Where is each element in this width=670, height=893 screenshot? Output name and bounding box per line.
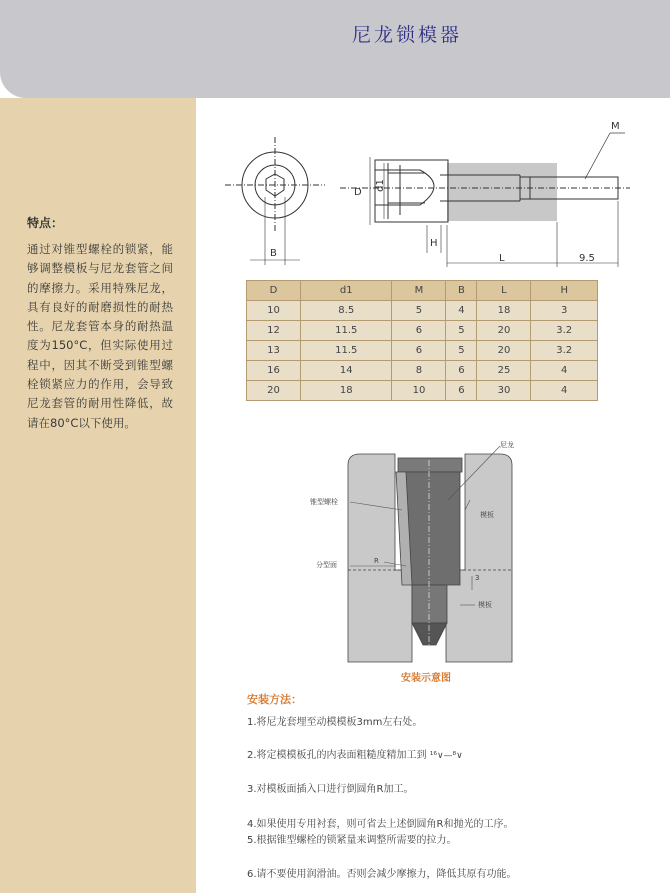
table-row: [247, 381, 598, 401]
install-step-1: 1.将尼龙套埋至动模模板3mm左右处。: [247, 717, 423, 728]
installation-diagram: [340, 440, 520, 665]
table-cell: 3.2: [531, 341, 598, 361]
table-header-cell: D: [247, 281, 301, 301]
table-cell: 5: [446, 341, 477, 361]
table-header-cell: H: [531, 281, 598, 301]
roughness-symbol: ¹⁶∨—⁸∨: [429, 751, 463, 761]
dim-label-b: B: [270, 248, 277, 259]
table-row: [247, 341, 598, 361]
label-parting-surface: 分型面: [316, 561, 337, 569]
dim-label-d1: d1: [374, 179, 386, 192]
table-cell: 11.5: [301, 341, 392, 361]
table-cell: 4: [531, 381, 598, 401]
label-plate-lower: 模板: [478, 601, 492, 609]
diagram-caption: 安装示意图: [401, 673, 451, 684]
table-cell: 5: [446, 321, 477, 341]
table-row: [247, 301, 598, 321]
table-cell: 20: [477, 341, 531, 361]
table-cell: 25: [477, 361, 531, 381]
table-header-row: [247, 281, 598, 301]
dim-label-m: M: [611, 121, 620, 132]
table-cell: 5: [392, 301, 446, 321]
table-cell: 6: [446, 381, 477, 401]
table-cell: 16: [247, 361, 301, 381]
table-row: [247, 321, 598, 341]
features-text: 通过对锥型螺栓的锁紧，能够调整模板与尼龙套管之间的摩擦力。采用特殊尼龙，具有良好的耐磨损性的耐热性。尼龙套管本身的耐热温度为150°C，但实际使用过程中，因其不断受到锥型螺栓锁紧应力的作用，会导致尼龙套管的耐用性降低，故请在80°C以下使用。: [27, 242, 173, 430]
dim-label-l: L: [499, 253, 505, 264]
page-header: [0, 0, 670, 98]
table-cell: 8: [392, 361, 446, 381]
install-step-5: 5.根据锥型螺栓的锁紧量来调整所需要的拉力。: [247, 835, 457, 846]
table-cell: 3: [531, 301, 598, 321]
table-cell: 3.2: [531, 321, 598, 341]
install-step-6: 6.请不要使用润滑油。否则会减少摩擦力，降低其原有功能。: [247, 869, 517, 880]
table-cell: 11.5: [301, 321, 392, 341]
table-cell: 4: [446, 301, 477, 321]
table-header-cell: L: [477, 281, 531, 301]
page-title: 尼龙锁模器: [352, 24, 463, 46]
dim-label-h: H: [430, 238, 438, 249]
install-step-2: [247, 746, 463, 761]
table-cell: 6: [392, 321, 446, 341]
table-header-cell: M: [392, 281, 446, 301]
bolt-technical-drawing: [220, 115, 640, 275]
table-cell: 20: [247, 381, 301, 401]
dim-label-9-5: 9.5: [579, 253, 595, 264]
dim-label-d: D: [354, 187, 362, 198]
table-cell: 14: [301, 361, 392, 381]
label-radius: R: [374, 557, 379, 565]
table-header-cell: d1: [301, 281, 392, 301]
table-header-cell: B: [446, 281, 477, 301]
table-cell: 12: [247, 321, 301, 341]
table-cell: 18: [301, 381, 392, 401]
table-cell: 8.5: [301, 301, 392, 321]
spec-table: [246, 280, 598, 401]
install-step-4: 4.如果使用专用衬套，则可省去上述倒圆角R和抛光的工序。: [247, 819, 514, 830]
label-taper-bolt: 锥型螺栓: [310, 498, 338, 506]
table-cell: 6: [446, 361, 477, 381]
table-cell: 30: [477, 381, 531, 401]
label-plate-upper: 模板: [480, 511, 494, 519]
install-step-3: 3.对模板面插入口进行倒圆角R加工。: [247, 784, 414, 795]
features-heading: 特点：: [27, 216, 64, 230]
install-step-2-text: 2.将定模模板孔的内表面粗糙度精加工到: [247, 750, 427, 761]
table-cell: 6: [392, 341, 446, 361]
table-cell: 13: [247, 341, 301, 361]
table-cell: 18: [477, 301, 531, 321]
label-depth-3: 3: [475, 574, 480, 582]
table-cell: 20: [477, 321, 531, 341]
label-nylon: 尼龙: [500, 441, 514, 449]
table-cell: 4: [531, 361, 598, 381]
table-cell: 10: [247, 301, 301, 321]
table-row: [247, 361, 598, 381]
install-heading: 安装方法：: [247, 693, 302, 706]
table-cell: 10: [392, 381, 446, 401]
